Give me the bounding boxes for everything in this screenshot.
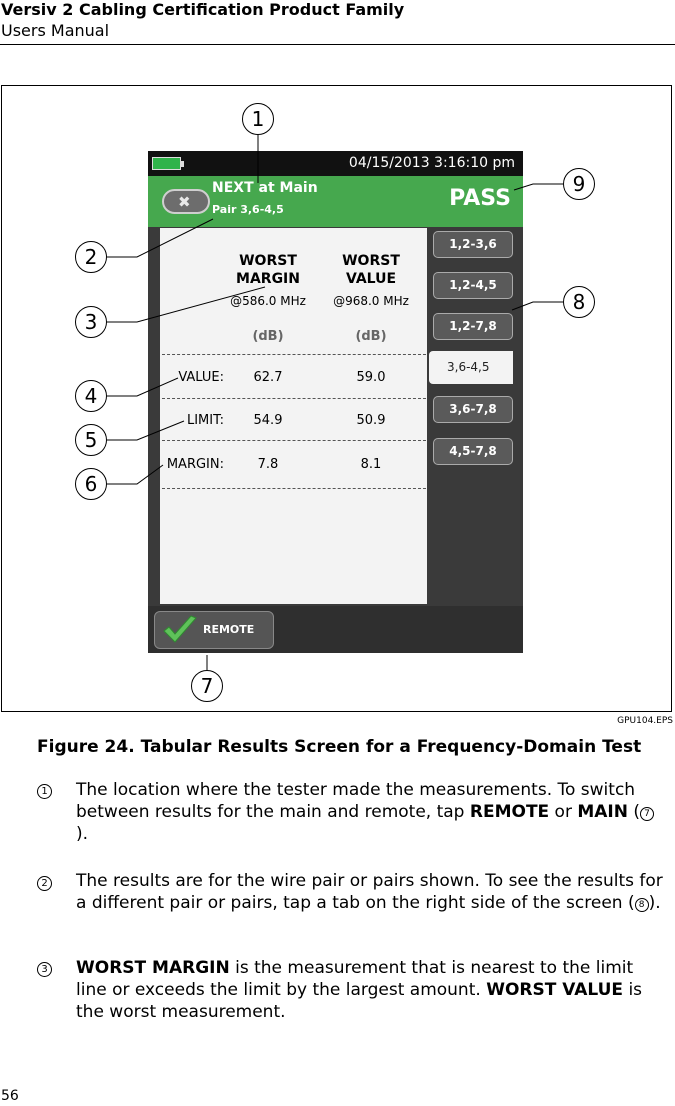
pass-status: PASS (449, 186, 511, 211)
description-text: ). (648, 893, 661, 913)
close-icon: ✖ (178, 193, 191, 211)
margin-worst-value: 8.1 (360, 457, 382, 472)
callout-7: 7 (191, 670, 223, 702)
row-label-limit: LIMIT: (186, 413, 224, 428)
margin-frequency: @586.0 MHz (230, 294, 306, 308)
limit-worst-margin: 54.9 (253, 413, 283, 428)
description-number: 1 (37, 784, 52, 799)
column-header-line: WORST (342, 253, 400, 269)
description-2 (76, 870, 666, 914)
description-number: 2 (37, 876, 52, 891)
column-header-line: MARGIN (236, 271, 300, 287)
description-bold: REMOTE (469, 802, 550, 822)
column-header-line: VALUE (345, 271, 397, 287)
tab-pair-1236[interactable]: 1,2-3,6 (433, 231, 513, 258)
figure-caption: Figure 24. Tabular Results Screen for a Frequency-Domain Test (37, 737, 642, 757)
pair-label: Pair 3,6-4,5 (212, 203, 284, 216)
description-text: is the worst measurement. (76, 980, 643, 1022)
description-text: The location where the tester made the measurements. To switch between results for the main and remote, tap (76, 780, 636, 822)
row-label-value: VALUE: (178, 370, 224, 385)
description-text: ). (76, 824, 89, 844)
value-unit: (dB) (355, 329, 387, 344)
test-name: NEXT at Main (212, 180, 318, 196)
column-header-line: WORST (239, 253, 297, 269)
inline-callout-ref: 8 (635, 898, 649, 912)
margin-worst-margin: 7.8 (257, 457, 279, 472)
callout-1: 1 (242, 103, 274, 135)
description-number: 3 (37, 962, 52, 977)
page-number: 56 (1, 1088, 19, 1104)
row-label-margin: MARGIN: (166, 457, 224, 472)
callout-6: 6 (75, 468, 107, 500)
value-worst-margin: 62.7 (253, 370, 283, 385)
description-text: The results are for the wire pair or pairs shown. To see the results for a different pair or pairs, tap a tab on the right side of the screen ( (76, 871, 663, 913)
value-frequency: @968.0 MHz (333, 294, 409, 308)
description-bold: WORST VALUE (486, 980, 624, 1000)
description-text: or (549, 802, 578, 822)
figure-code: GPU104.EPS (617, 716, 673, 726)
callout-8: 8 (563, 286, 595, 318)
document-title: Versiv 2 Cabling Certification Product Family (1, 0, 405, 19)
callout-9: 9 (563, 168, 595, 200)
datetime: 04/15/2013 3:16:10 pm (348, 155, 515, 171)
tab-pair-1245[interactable]: 1,2-4,5 (433, 272, 513, 299)
tab-pair-4578[interactable]: 4,5-7,8 (433, 438, 513, 465)
callout-2: 2 (75, 241, 107, 273)
value-worst-value: 59.0 (356, 370, 386, 385)
description-text: ( (628, 802, 641, 822)
margin-unit: (dB) (252, 329, 284, 344)
inline-callout-ref: 7 (640, 807, 654, 821)
callout-3: 3 (75, 306, 107, 338)
limit-worst-value: 50.9 (356, 413, 386, 428)
description-text: is the measurement that is nearest to the limit line or exceeds the limit by the largest amount. (76, 958, 634, 1000)
description-1 (76, 779, 666, 845)
description-3 (76, 957, 666, 1023)
document-subtitle: Users Manual (1, 21, 110, 40)
description-bold: WORST MARGIN (76, 958, 230, 978)
tab-pair-3645[interactable]: 3,6-4,5 (429, 351, 513, 384)
callout-4: 4 (75, 380, 107, 412)
callout-5: 5 (75, 424, 107, 456)
remote-label: REMOTE (203, 623, 255, 636)
tab-pair-1278[interactable]: 1,2-7,8 (433, 313, 513, 340)
tab-pair-3678[interactable]: 3,6-7,8 (433, 396, 513, 423)
description-bold: MAIN (577, 802, 628, 822)
